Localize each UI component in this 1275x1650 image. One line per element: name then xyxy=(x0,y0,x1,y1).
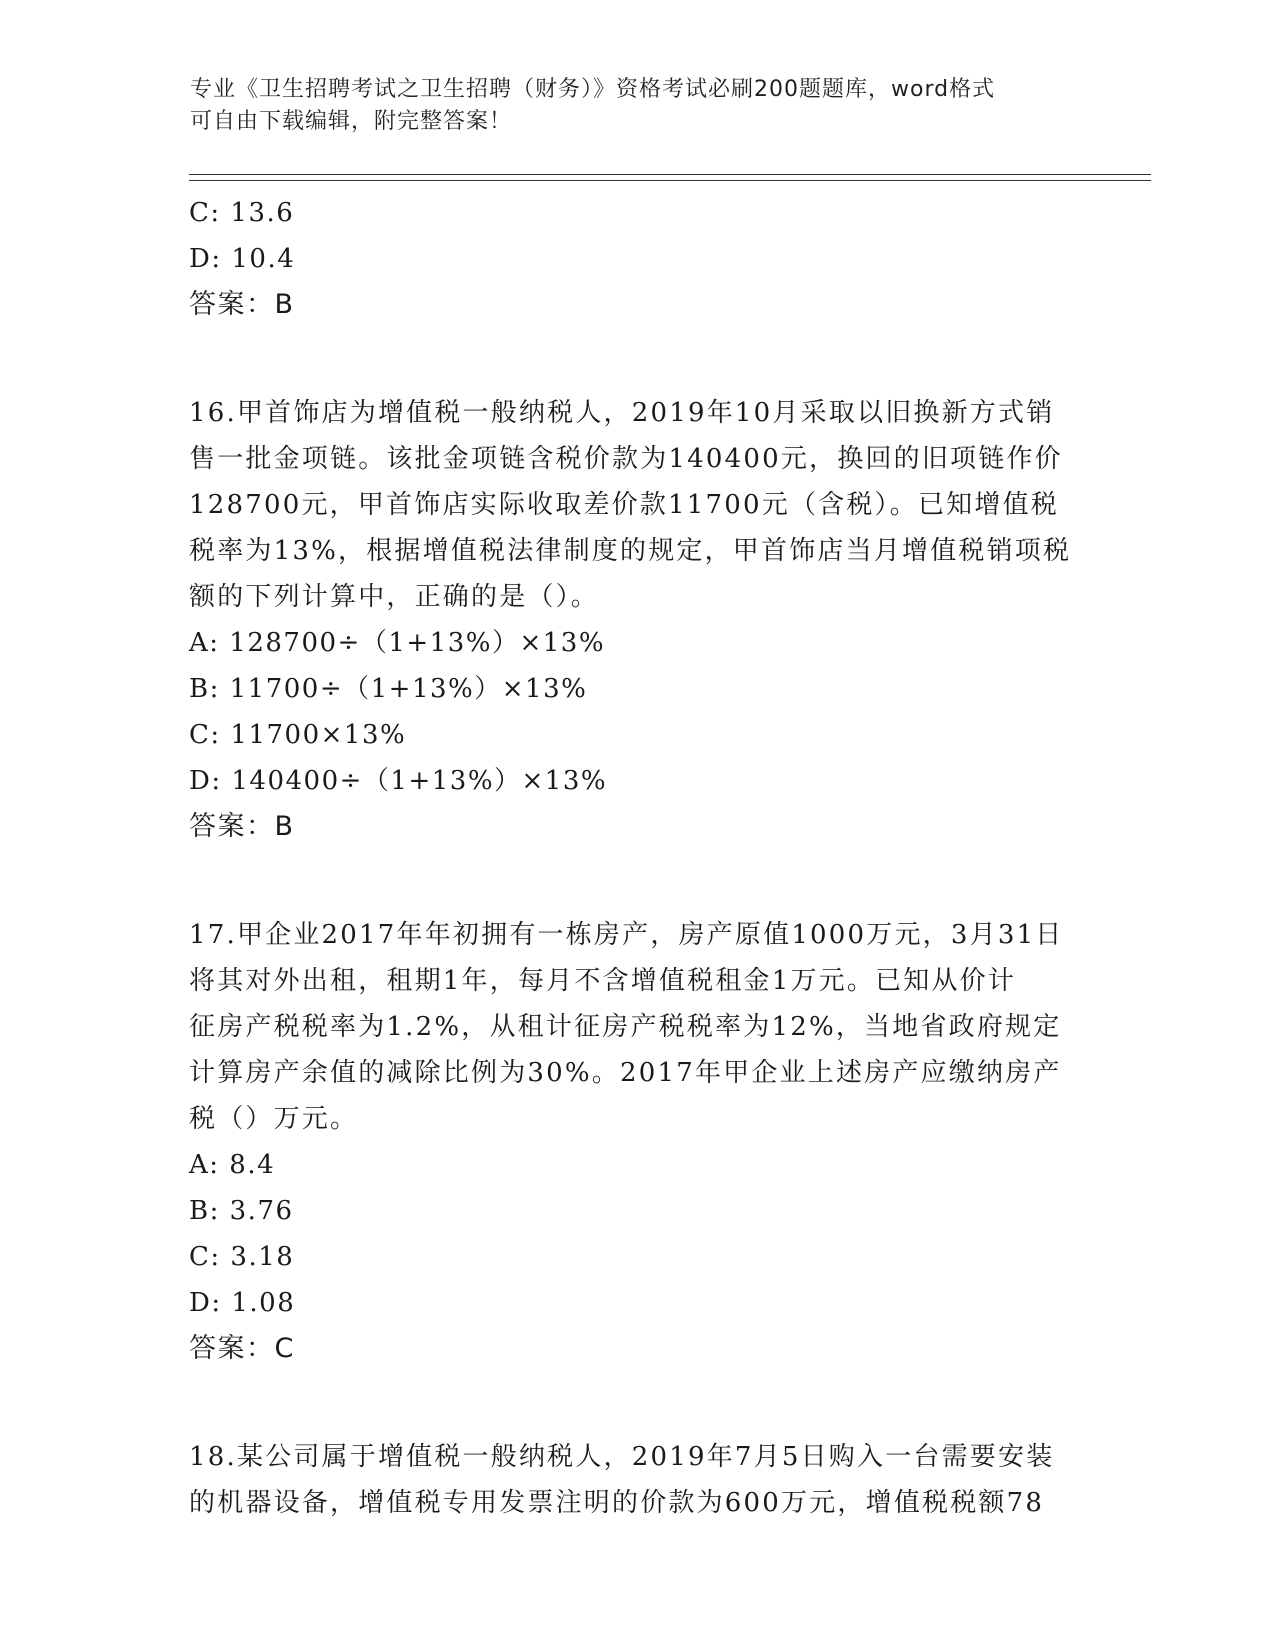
content xyxy=(189,190,1089,1526)
question-17-options xyxy=(189,1142,1089,1372)
question-text-line: 额的下列计算中，正确的是（）。 xyxy=(189,582,600,612)
option-b: B: 11700÷（1+13%）×13% xyxy=(189,674,588,704)
answer: 答案：B xyxy=(189,289,295,320)
header-line-1: 专业《卫生招聘考试之卫生招聘（财务）》资格考试必刷200题题库，word格式 xyxy=(190,77,996,102)
question-text-line: 16.甲首饰店为增值税一般纳税人，2019年10月采取以旧换新方式销 xyxy=(189,398,1055,428)
question-text-line: 17.甲企业2017年年初拥有一栋房产，房产原值1000万元，3月31日 xyxy=(189,920,1064,950)
spacer xyxy=(189,1372,1089,1434)
answer: 答案：C xyxy=(189,1333,295,1364)
question-text-line: 计算房产余值的减除比例为30%。2017年甲企业上述房产应缴纳房产 xyxy=(189,1058,1062,1088)
question-text-line: 将其对外出租，租期1年，每月不含增值税租金1万元。已知从价计 xyxy=(189,966,1017,996)
question-text-line: 18.某公司属于增值税一般纳税人，2019年7月5日购入一台需要安装 xyxy=(189,1442,1055,1472)
spacer xyxy=(189,328,1089,390)
option-d: D: 140400÷（1+13%）×13% xyxy=(189,766,608,796)
option-c: C: 3.18 xyxy=(189,1242,295,1272)
question-text-line: 售一批金项链。该批金项链含税价款为140400元，换回的旧项链作价 xyxy=(189,444,1063,474)
question-17 xyxy=(189,912,1089,1142)
prev-question-tail xyxy=(189,190,1089,328)
page-header xyxy=(190,74,1090,138)
question-18 xyxy=(189,1434,1089,1526)
option-c: C: 13.6 xyxy=(189,198,295,228)
answer: 答案：B xyxy=(189,811,295,842)
header-rule-bottom xyxy=(189,180,1151,181)
question-16 xyxy=(189,390,1089,620)
spacer xyxy=(189,850,1089,912)
option-b: B: 3.76 xyxy=(189,1196,294,1226)
option-a: A: 8.4 xyxy=(189,1150,276,1180)
header-line-2: 可自由下载编辑，附完整答案！ xyxy=(190,109,513,134)
question-text-line: 征房产税税率为1.2%，从租计征房产税税率为12%，当地省政府规定 xyxy=(189,1012,1062,1042)
header-rule-top xyxy=(189,174,1151,175)
option-d: D: 1.08 xyxy=(189,1288,296,1318)
question-text-line: 128700元，甲首饰店实际收取差价款11700元（含税）。已知增值税 xyxy=(189,490,1059,520)
option-c: C: 11700×13% xyxy=(189,720,407,750)
question-text-line: 的机器设备，增值税专用发票注明的价款为600万元，增值税税额78 xyxy=(189,1488,1045,1518)
question-text-line: 税（）万元。 xyxy=(189,1104,359,1134)
option-a: A: 128700÷（1+13%）×13% xyxy=(189,628,606,658)
question-16-options xyxy=(189,620,1089,850)
question-text-line: 税率为13%，根据增值税法律制度的规定，甲首饰店当月增值税销项税 xyxy=(189,536,1072,566)
option-d: D: 10.4 xyxy=(189,244,296,274)
